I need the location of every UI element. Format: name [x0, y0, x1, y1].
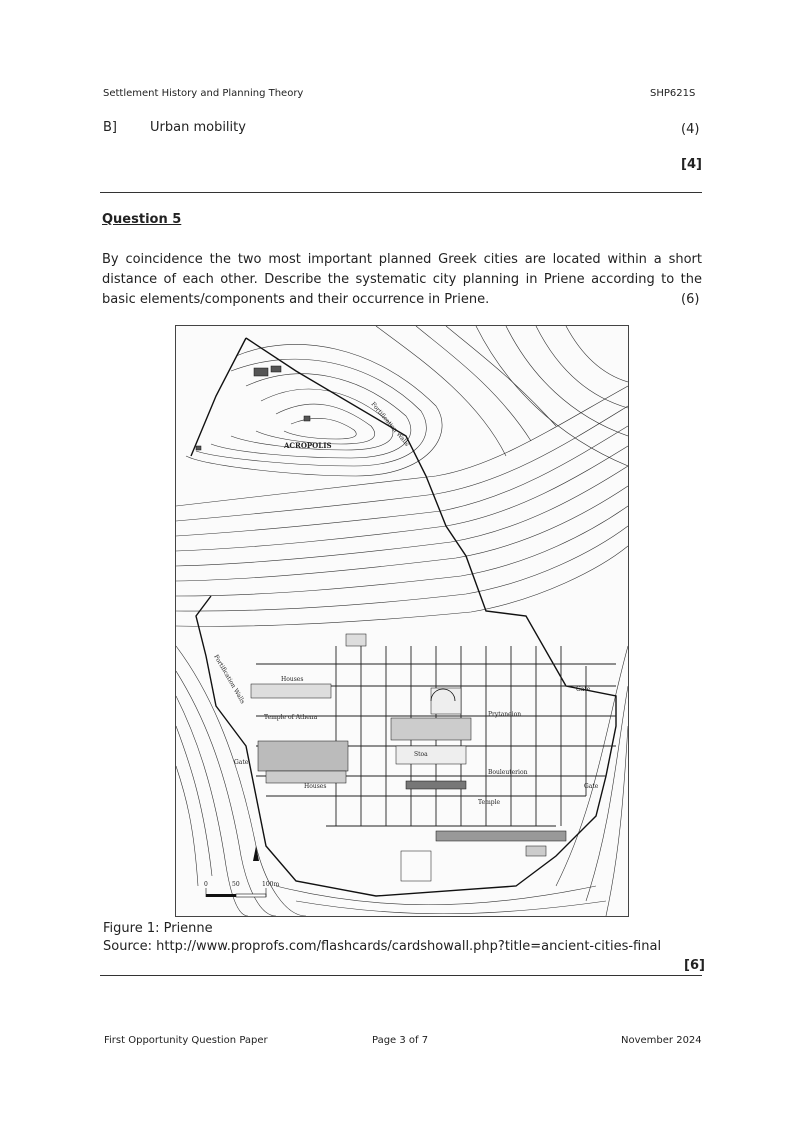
- item-text: Urban mobility: [150, 120, 246, 135]
- question-body-text: By coincidence the two most important planned Greek cities are located within a short distance of each other. Describe the systematic city planning in Priene according to the basic elements/components and their occurrence in Priene.: [102, 252, 702, 307]
- label-gate-left: Gate: [234, 759, 249, 766]
- question-total-marks: [6]: [684, 958, 705, 973]
- scale-100: 100m: [262, 881, 280, 888]
- scale-bar: [204, 881, 279, 897]
- label-houses-bottom: Houses: [304, 783, 327, 790]
- item-marks: (4): [681, 122, 700, 137]
- footer-date: November 2024: [621, 1035, 702, 1046]
- label-walls-left: Fortification Walls: [212, 653, 247, 706]
- scale-0: 0: [204, 881, 208, 888]
- contour-lines: [176, 326, 628, 916]
- footer-page: Page 3 of 7: [372, 1035, 429, 1046]
- label-temple: Temple: [478, 799, 501, 806]
- label-gate-right-bottom: Gate: [584, 783, 599, 790]
- label-temple-athena: Temple of Athena: [264, 714, 318, 721]
- divider-bottom: [100, 975, 702, 976]
- label-prytaneion: Prytaneion: [488, 711, 522, 718]
- priene-map-figure: [175, 325, 629, 917]
- label-stoa: Stoa: [414, 751, 428, 758]
- label-acropolis: ACROPOLIS: [284, 441, 332, 450]
- label-bouleuterion: Bouleuterion: [488, 769, 528, 776]
- scale-50: 50: [232, 881, 240, 888]
- acropolis-features: [196, 366, 310, 450]
- label-gate-right-top: Gate: [576, 686, 591, 693]
- priene-map: [176, 326, 628, 916]
- figure-source: Source: http://www.proprofs.com/flashcards/cardshowall.php?title=ancient-cities-final: [103, 939, 662, 954]
- question-body: [102, 250, 702, 310]
- item-label: B]: [103, 120, 117, 135]
- question-title: Question 5: [102, 212, 182, 227]
- course-title: Settlement History and Planning Theory: [103, 88, 304, 99]
- building-blocks: [251, 634, 566, 881]
- label-houses-top: Houses: [281, 676, 304, 683]
- course-code: SHP621S: [650, 88, 696, 99]
- footer-left: First Opportunity Question Paper: [104, 1035, 268, 1046]
- label-walls-top: Fortification Walls: [369, 400, 411, 448]
- figure-caption: Figure 1: Prienne: [103, 921, 213, 936]
- divider-top: [100, 192, 702, 193]
- question-marks: (6): [681, 292, 700, 307]
- prev-total-marks: [4]: [681, 157, 702, 172]
